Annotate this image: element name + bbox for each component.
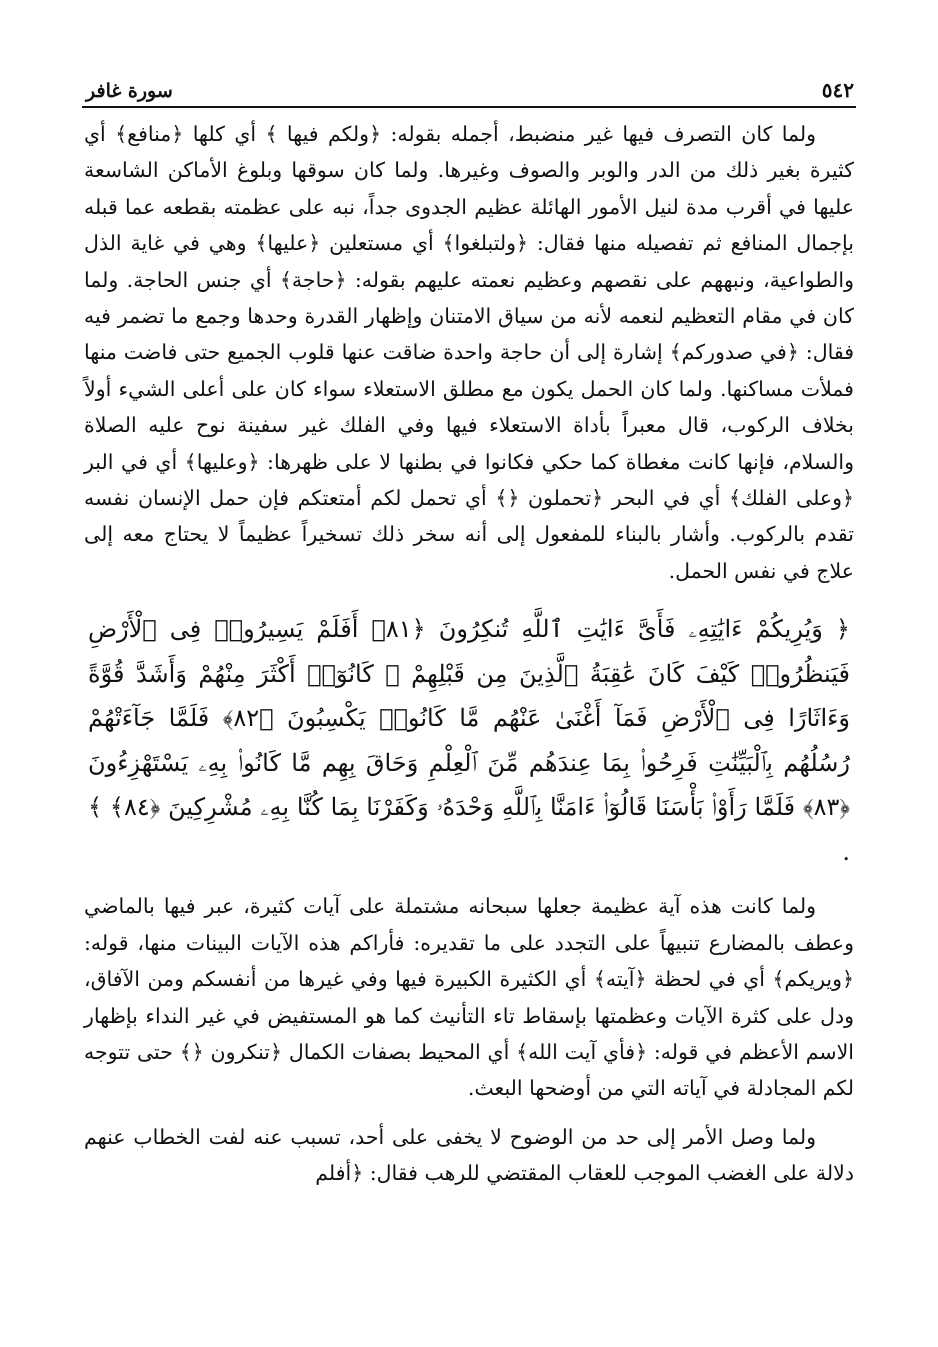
page-body <box>84 116 854 1192</box>
spacer <box>84 1107 854 1119</box>
commentary-paragraph-2: ولما كانت هذه آية عظيمة جعلها سبحانه مشتملة على آيات كثيرة، عبر فيها بالماضي وعطف بالمضارع تنبيهاً على التجدد على ما تقديره: فأراكم هذه الآيات البينات منها، قوله: ﴿ويريكم﴾ أي في لحظة ﴿آيته﴾ أي الكثيرة الكبيرة فيها وفي غيرها من أنفسكم ومن الآفاق، ودل على كثرة الآيات وعظمتها بإسقاط تاء التأنيث كما هو المستفيض في غير النداء بإظهار الاسم الأعظم في قوله: ﴿فأي آيت الله﴾ أي المحيط بصفات الكمال ﴿تنكرون ﴿﴾ حتى تتوجه لكم المجادلة في آياته التي من أوضحها البعث. <box>84 894 854 1101</box>
spacer <box>84 874 854 888</box>
surah-title: سورة غافر <box>86 80 173 102</box>
page-header <box>86 66 854 102</box>
page-number: ٥٤٢ <box>821 78 854 102</box>
quran-verse-block: ﴿ وَيُرِيكُمْ ءَايَٰتِهِۦ فَأَىَّ ءَايَٰتِ ٱللَّهِ تُنكِرُونَ ﴿٨١﴾ أَفَلَمْ يَسِيرُوا۟ فِى ٱلْأَرْضِ فَيَنظُرُوا۟ كَيْفَ كَانَ عَٰقِبَةُ ٱلَّذِينَ مِن قَبْلِهِمْ ۚ كَانُوٓا۟ أَكْثَرَ مِنْهُمْ وَأَشَدَّ قُوَّةً وَءَاثَارًا فِى ٱلْأَرْضِ فَمَآ أَغْنَىٰ عَنْهُم مَّا كَانُوا۟ يَكْسِبُونَ ﴿٨٢﴾ فَلَمَّا جَآءَتْهُمْ رُسُلُهُم بِٱلْبَيِّنَٰتِ فَرِحُوا۟ بِمَا عِندَهُم مِّنَ ٱلْعِلْمِ وَحَاقَ بِهِم مَّا كَانُوا۟ بِهِۦ يَسْتَهْزِءُونَ ﴿٨٣﴾ فَلَمَّا رَأَوْا۟ بَأْسَنَا قَالُوٓا۟ ءَامَنَّا بِٱللَّهِ وَحْدَهُۥ وَكَفَرْنَا بِمَا كُنَّا بِهِۦ مُشْرِكِينَ ﴿٨٤﴾ ﴾ . <box>88 615 850 866</box>
spacer <box>84 589 854 607</box>
header-divider <box>82 106 856 108</box>
commentary-paragraph-3: ولما وصل الأمر إلى حد من الوضوح لا يخفى على أحد، تسبب عنه لفت الخطاب عنهم دلالة على الغضب الموجب للعقاب المقتضي للرهب فقال: ﴿أفلم <box>84 1124 854 1186</box>
commentary-paragraph-1: ولما كان التصرف فيها غير منضبط، أجمله بقوله: ﴿ولكم فيها ﴾ أي كلها ﴿منافع﴾ أي كثيرة بغير ذلك من الدر والوبر والصوف وغيرها. ولما كان سوقها وبلوغ الأماكن الشاسعة عليها في أقرب مدة لنيل الأمور الهائلة عظيم الجدوى جداً، نبه على عظمته بقطعه عما قبله بإجمال المنافع ثم تفصيله منها فقال: ﴿ولتبلغوا﴾ أي مستعلين ﴿عليها﴾ وهي في غاية الذل والطواعية، ونبههم على نقصهم وعظيم نعمته عليهم بقوله: ﴿حاجة﴾ أي جنس الحاجة. ولما كان في مقام التعظيم لنعمه لأنه من سياق الامتنان وإظهار القدرة وحدها وجمع ما تضمر فيه فقال: ﴿في صدوركم﴾ إشارة إلى أن حاجة واحدة ضاقت عنها قلوب الجميع حتى فاضت منها فملأت مساكنها. ولما كان الحمل يكون مع مطلق الاستعلاء سواء كان على أعلى الشيء أولاً بخلاف الركوب، قال معبراً بأداة الاستعلاء فيها وفي الفلك غير سفينة نوح عليه الصلاة والسلام، فإنها كانت مغطاة كما حكي فكانوا في بطنها لا على ظهرها: ﴿وعليها﴾ أي في البر ﴿وعلى الفلك﴾ أي في البحر ﴿تحملون ﴿﴾ أي تحمل لكم أمتعتكم فإن حمل الإنسان نفسه تقدم بالركوب. وأشار بالبناء للمفعول إلى أنه سخر ذلك تسخيراً عظيماً لا يحتاج معه إلى علاج في نفس الحمل. <box>84 122 854 583</box>
